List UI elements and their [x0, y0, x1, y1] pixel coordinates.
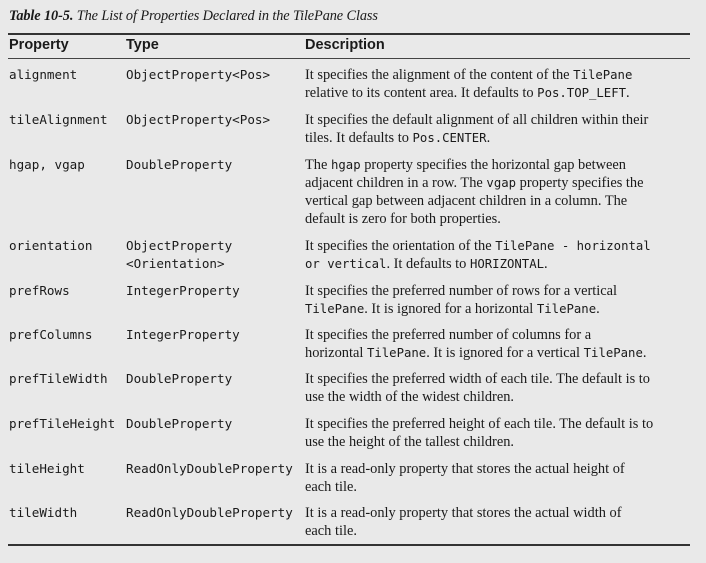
- property-name: prefTileHeight: [9, 416, 116, 431]
- table-top-rule: [8, 33, 690, 35]
- table-number: Table 10-5.: [9, 8, 74, 24]
- property-description: It is a read-only property that stores the actual width of each tile.: [305, 505, 622, 539]
- header-type: Type: [126, 37, 159, 53]
- property-description: The hgap property specifies the horizontal gap between adjacent children in a row. The vgap property specifies the vertical gap between adjacent children in a column. The default is zero for both properties.: [305, 157, 644, 227]
- property-type: ReadOnlyDoubleProperty: [126, 461, 293, 476]
- property-description: It is a read-only property that stores the actual height of each tile.: [305, 461, 625, 495]
- property-name: hgap, vgap: [9, 157, 85, 172]
- table-title: The List of Properties Declared in the TilePane Class: [76, 8, 378, 24]
- property-description: It specifies the preferred number of rows for a vertical TilePane. It is ignored for a horizontal TilePane.: [305, 283, 618, 317]
- property-type: DoubleProperty: [126, 416, 233, 431]
- property-type: ReadOnlyDoubleProperty: [126, 505, 293, 520]
- property-description: It specifies the preferred number of columns for a horizontal TilePane. It is ignored for a vertical TilePane.: [305, 327, 647, 361]
- property-type: IntegerProperty: [126, 327, 240, 342]
- property-name: tileAlignment: [9, 112, 108, 127]
- property-description: It specifies the default alignment of all children within their tiles. It defaults to Pos.CENTER.: [305, 112, 649, 146]
- header-rule: [8, 58, 690, 59]
- property-name: orientation: [9, 238, 93, 253]
- property-description: It specifies the preferred width of each tile. The default is to use the width of the widest children.: [305, 371, 650, 405]
- property-name: prefColumns: [9, 327, 93, 342]
- property-description: It specifies the orientation of the TilePane - horizontal or vertical. It defaults to HORIZONTAL.: [305, 238, 651, 272]
- table-caption: [9, 8, 378, 25]
- property-name: tileHeight: [9, 461, 85, 476]
- table-bottom-rule: [8, 544, 690, 546]
- property-type: DoubleProperty: [126, 157, 233, 172]
- header-description: Description: [305, 37, 385, 53]
- property-name: tileWidth: [9, 505, 78, 520]
- property-description: It specifies the alignment of the content of the TilePane relative to its content area. It defaults to Pos.TOP_LEFT.: [305, 67, 633, 101]
- property-type: DoubleProperty: [126, 371, 233, 386]
- property-name: prefRows: [9, 283, 70, 298]
- property-type: ObjectProperty<Pos>: [126, 67, 271, 82]
- property-name: alignment: [9, 67, 78, 82]
- property-type: IntegerProperty: [126, 283, 240, 298]
- property-type: ObjectProperty <Orientation>: [126, 238, 233, 271]
- property-name: prefTileWidth: [9, 371, 108, 386]
- property-type: ObjectProperty<Pos>: [126, 112, 271, 127]
- header-property: Property: [9, 37, 69, 53]
- property-description: It specifies the preferred height of each tile. The default is to use the height of the tallest children.: [305, 416, 654, 450]
